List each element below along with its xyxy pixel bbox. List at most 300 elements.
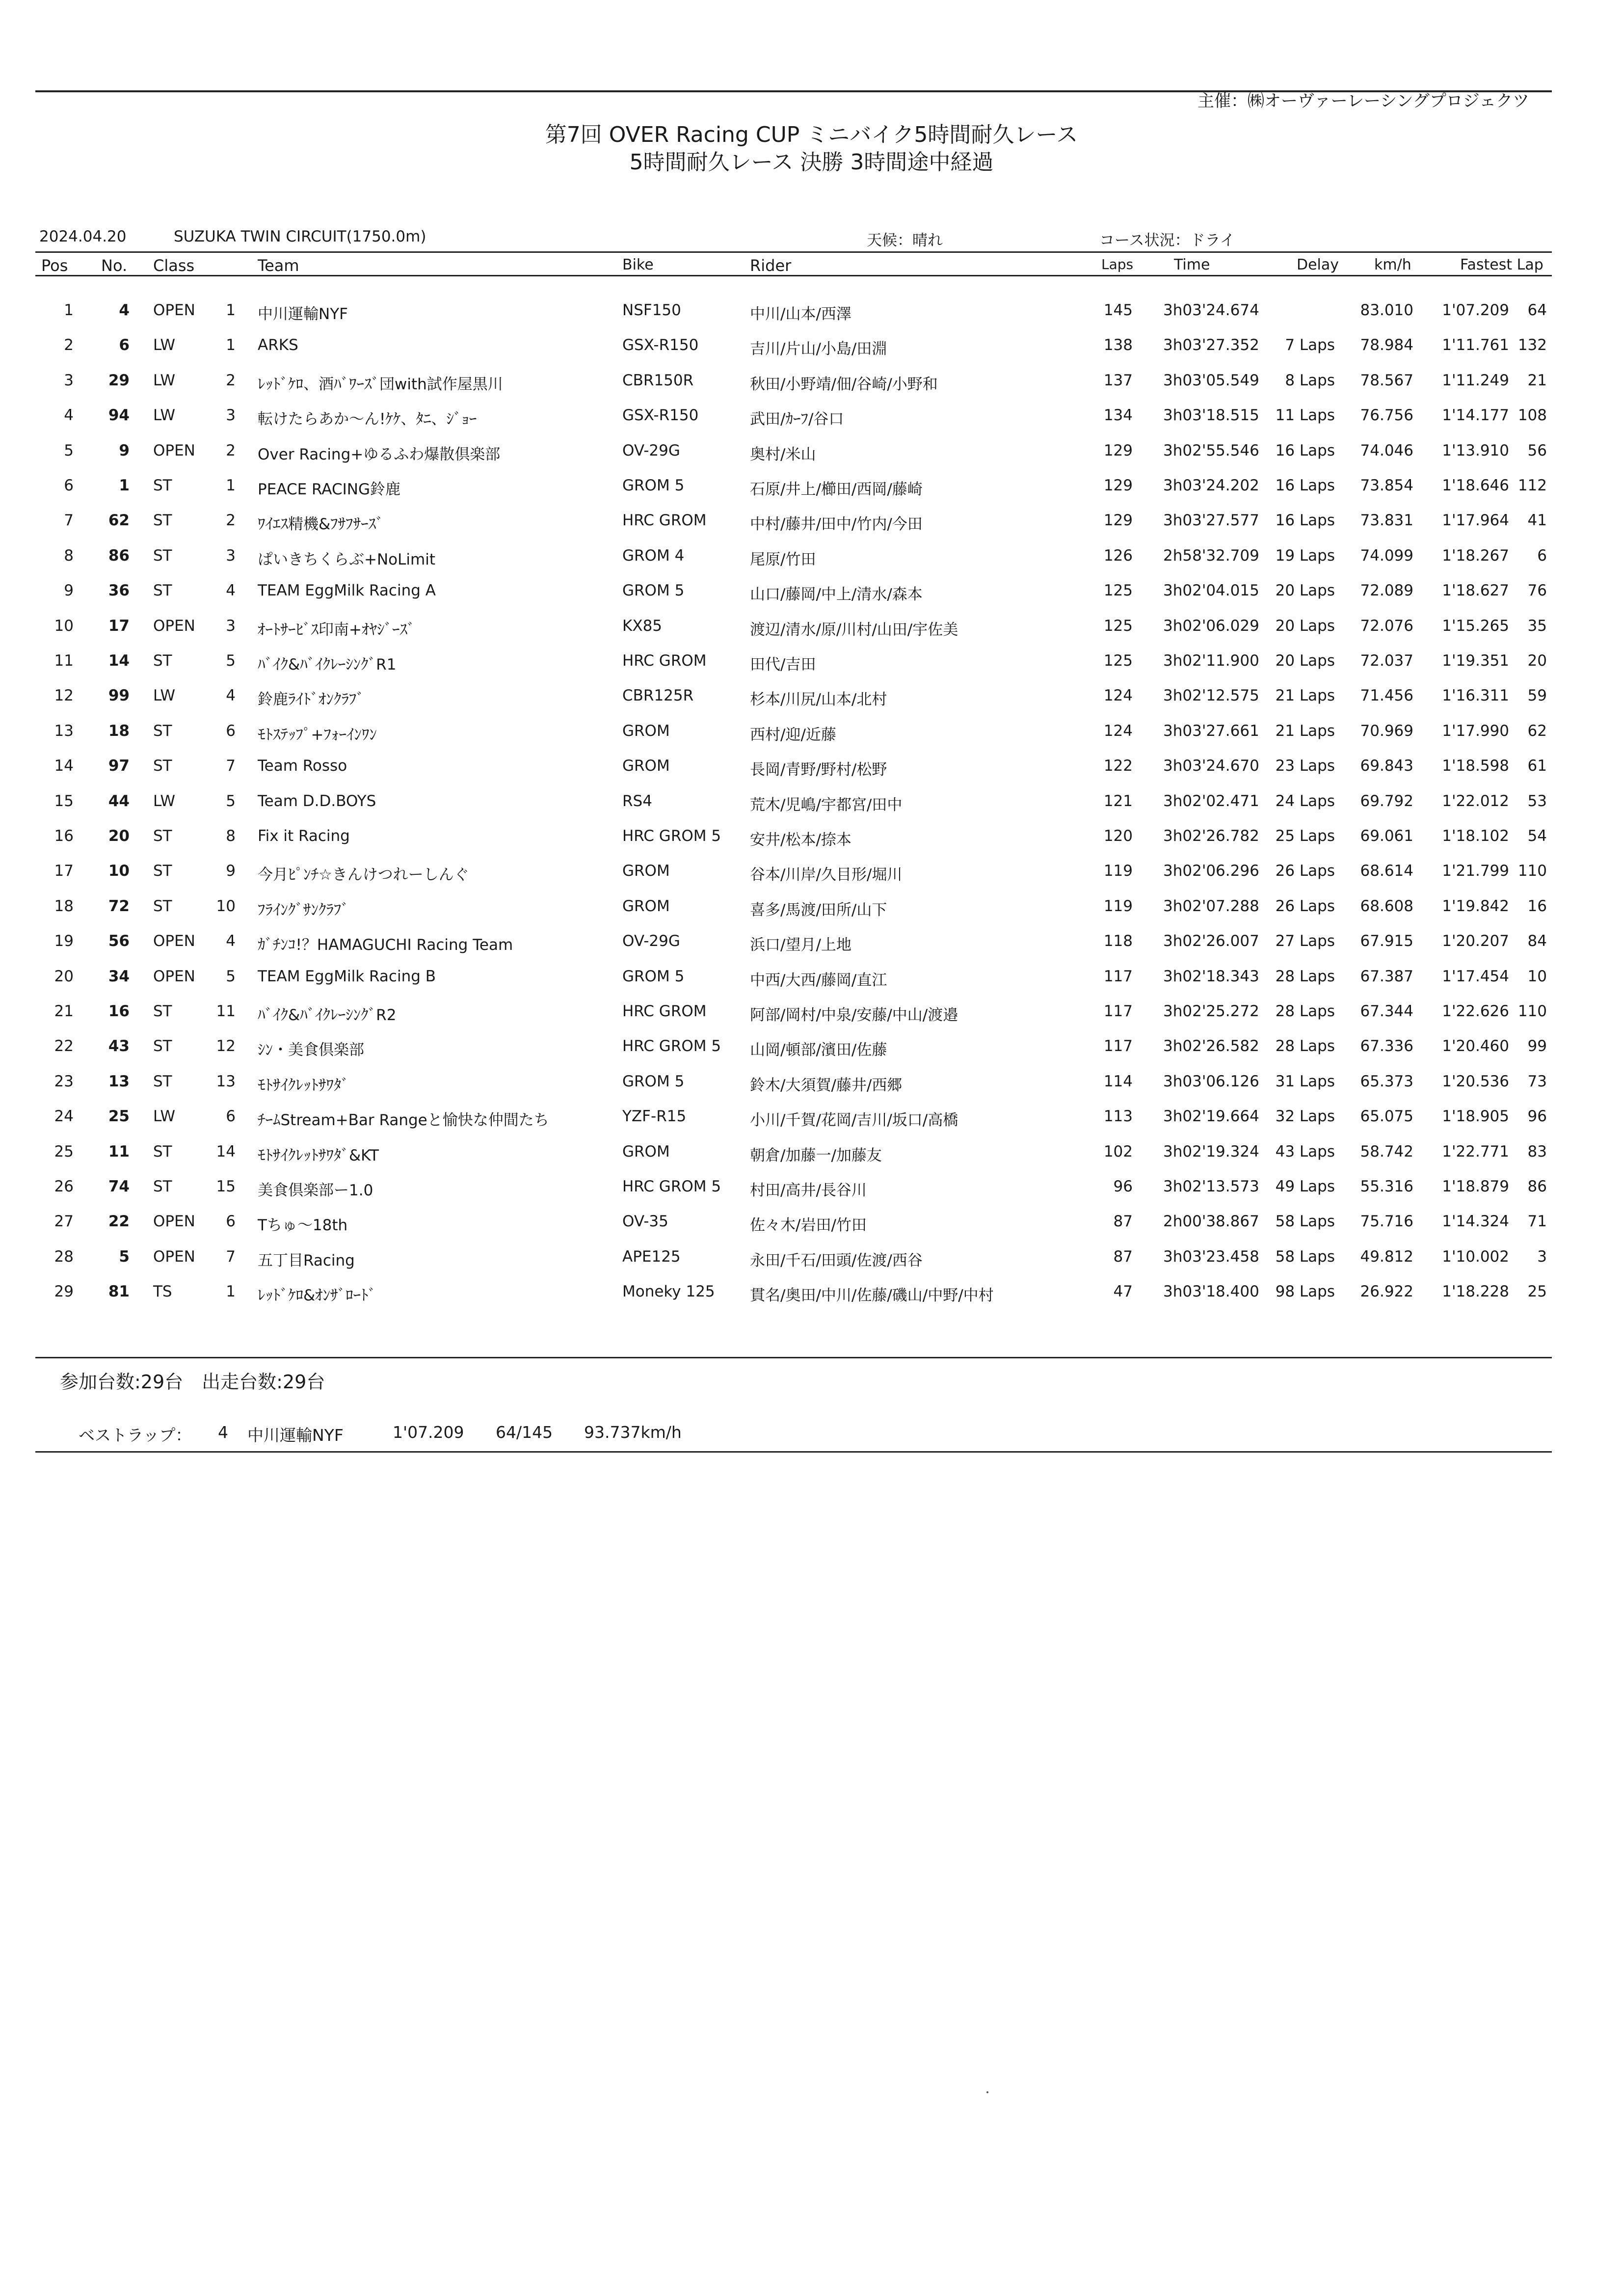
- cell-rider: 長岡/青野/野村/松野: [750, 761, 887, 779]
- cell-fastest-lap: 1'13.910: [1442, 441, 1509, 459]
- cell-rider: 安井/松本/捺本: [750, 831, 851, 849]
- cell-class-pos: 5: [226, 792, 236, 810]
- table-row: [0, 1213, 1623, 1242]
- cell-pos: 18: [54, 897, 74, 915]
- cell-delay: 26 Laps: [1275, 897, 1335, 915]
- cell-bike: GROM 5: [622, 967, 685, 985]
- table-row: [0, 547, 1623, 576]
- cell-bike: CBR150R: [622, 371, 694, 389]
- cell-team: Team D.D.BOYS: [258, 792, 376, 810]
- cell-team: ﾓﾄｻｲｸﾚｯﾄｻﾜﾀﾞ&KT: [258, 1146, 379, 1164]
- cell-time: 3h03'24.674: [1163, 301, 1259, 319]
- cell-delay: 27 Laps: [1275, 932, 1335, 950]
- cell-no: 22: [108, 1213, 130, 1231]
- cell-class: ST: [153, 827, 172, 845]
- cell-no: 25: [108, 1107, 130, 1126]
- cell-delay: 31 Laps: [1275, 1072, 1335, 1090]
- cell-fastest-lap-no: 10: [1527, 967, 1547, 985]
- cell-class-pos: 9: [226, 862, 236, 880]
- cell-fastest-lap-no: 3: [1537, 1247, 1547, 1266]
- cell-fastest-lap: 1'17.990: [1442, 722, 1509, 740]
- cell-team: ﾌﾗｲﾝｸﾞｻﾝｸﾗﾌﾞ: [258, 901, 349, 919]
- course-condition-label: コース状況：ドライ: [1099, 232, 1235, 249]
- cell-class-pos: 1: [226, 477, 236, 494]
- cell-laps: 125: [1103, 582, 1133, 600]
- cell-fastest-lap: 1'22.626: [1442, 1002, 1509, 1020]
- cell-team: 鈴鹿ﾗｲﾄﾞｵﾝｸﾗﾌﾞ: [258, 691, 364, 709]
- cell-fastest-lap-no: 71: [1527, 1213, 1547, 1231]
- table-row: [0, 1248, 1623, 1277]
- cell-fastest-lap-no: 96: [1527, 1107, 1547, 1126]
- header-kmh: km/h: [1374, 256, 1411, 273]
- table-row: [0, 757, 1623, 786]
- cell-no: 16: [108, 1002, 130, 1020]
- table-row: [0, 1073, 1623, 1102]
- cell-kmh: 69.843: [1360, 757, 1413, 775]
- cell-fastest-lap: 1'11.761: [1442, 336, 1509, 354]
- cell-pos: 27: [54, 1213, 74, 1231]
- cell-no: 9: [119, 441, 130, 459]
- cell-fastest-lap: 1'18.267: [1442, 546, 1509, 565]
- cell-rider: 中川/山本/西澤: [750, 305, 851, 323]
- cell-time: 3h02'06.296: [1163, 862, 1259, 880]
- cell-fastest-lap-no: 61: [1527, 757, 1547, 775]
- cell-delay: 20 Laps: [1275, 582, 1335, 600]
- cell-pos: 13: [54, 722, 74, 740]
- best-lap-time: 1'07.209: [393, 1423, 464, 1442]
- cell-fastest-lap-no: 53: [1527, 792, 1547, 810]
- cell-laps: 122: [1103, 757, 1133, 775]
- cell-pos: 16: [54, 827, 74, 845]
- table-row: [0, 1143, 1623, 1172]
- cell-delay: 58 Laps: [1275, 1247, 1335, 1266]
- best-lap-speed: 93.737km/h: [584, 1423, 682, 1442]
- cell-class: ST: [153, 1072, 172, 1090]
- cell-rider: 杉本/川尻/山本/北村: [750, 691, 887, 709]
- cell-team: ｶﾞﾁﾝｺ!？HAMAGUCHI Racing Team: [258, 936, 513, 954]
- cell-class: LW: [153, 792, 176, 810]
- cell-kmh: 65.373: [1360, 1072, 1413, 1090]
- cell-laps: 120: [1103, 827, 1133, 845]
- cell-bike: GROM: [622, 722, 670, 740]
- cell-delay: 28 Laps: [1275, 1002, 1335, 1020]
- cell-kmh: 58.742: [1360, 1142, 1413, 1161]
- cell-class: LW: [153, 336, 176, 354]
- cell-time: 3h02'26.582: [1163, 1037, 1259, 1055]
- cell-class: ST: [153, 1002, 172, 1020]
- cell-laps: 117: [1103, 1002, 1133, 1020]
- cell-pos: 21: [54, 1002, 74, 1020]
- cell-kmh: 75.716: [1360, 1213, 1413, 1231]
- cell-rider: 中村/藤井/田中/竹内/今田: [750, 515, 923, 534]
- cell-fastest-lap-no: 16: [1527, 897, 1547, 915]
- best-lap-no: 4: [218, 1423, 228, 1442]
- cell-class: LW: [153, 406, 176, 425]
- cell-fastest-lap-no: 86: [1527, 1178, 1547, 1195]
- header-laps: Laps: [1101, 256, 1134, 272]
- cell-delay: 23 Laps: [1275, 757, 1335, 775]
- cell-rider: 奥村/米山: [750, 445, 816, 463]
- cell-time: 3h02'02.471: [1163, 792, 1259, 810]
- cell-time: 3h02'11.900: [1163, 652, 1259, 670]
- cell-rider: 小川/千賀/花岡/吉川/坂口/高橋: [750, 1111, 958, 1130]
- cell-bike: YZF-R15: [622, 1107, 687, 1126]
- entry-count-summary: 参加台数:29台 出走台数:29台: [60, 1371, 325, 1393]
- cell-team: 今月ﾋﾟﾝﾁ☆きんけつれーしんぐ: [258, 866, 469, 884]
- cell-delay: 16 Laps: [1275, 512, 1335, 530]
- cell-class-pos: 2: [226, 441, 236, 459]
- cell-pos: 12: [54, 687, 74, 705]
- cell-kmh: 67.915: [1360, 932, 1413, 950]
- cell-time: 3h03'27.352: [1163, 336, 1259, 354]
- cell-kmh: 70.969: [1360, 722, 1413, 740]
- cell-class: ST: [153, 477, 172, 494]
- header-time: Time: [1174, 256, 1210, 273]
- cell-no: 72: [108, 897, 130, 915]
- cell-no: 4: [119, 301, 130, 319]
- cell-fastest-lap-no: 76: [1527, 582, 1547, 600]
- cell-fastest-lap: 1'19.842: [1442, 897, 1509, 915]
- cell-bike: HRC GROM: [622, 1002, 707, 1020]
- scan-speck: [986, 2091, 988, 2093]
- cell-kmh: 71.456: [1360, 687, 1413, 705]
- cell-laps: 119: [1103, 897, 1133, 915]
- cell-class-pos: 1: [226, 1283, 236, 1301]
- cell-delay: 7 Laps: [1285, 336, 1335, 354]
- cell-class: ST: [153, 652, 172, 670]
- cell-team: 中川運輸NYF: [258, 305, 348, 323]
- cell-laps: 138: [1103, 336, 1133, 354]
- cell-bike: OV-29G: [622, 932, 680, 950]
- cell-class-pos: 6: [226, 722, 236, 740]
- table-row: [0, 1107, 1623, 1137]
- cell-kmh: 83.010: [1360, 301, 1413, 319]
- cell-fastest-lap: 1'14.324: [1442, 1213, 1509, 1231]
- cell-class: OPEN: [153, 932, 195, 950]
- cell-pos: 9: [64, 582, 74, 600]
- cell-laps: 119: [1103, 862, 1133, 880]
- cell-rider: 秋田/小野靖/佃/谷崎/小野和: [750, 375, 938, 393]
- cell-kmh: 72.037: [1360, 652, 1413, 670]
- cell-time: 3h03'27.577: [1163, 512, 1259, 530]
- cell-laps: 118: [1103, 932, 1133, 950]
- cell-kmh: 78.567: [1360, 371, 1413, 389]
- cell-bike: KX85: [622, 617, 663, 635]
- table-row: [0, 301, 1623, 331]
- cell-class-pos: 2: [226, 512, 236, 530]
- cell-fastest-lap: 1'18.228: [1442, 1283, 1509, 1301]
- cell-kmh: 73.831: [1360, 512, 1413, 530]
- cell-pos: 6: [64, 477, 74, 494]
- header-no: No.: [101, 256, 128, 275]
- cell-fastest-lap-no: 64: [1527, 301, 1547, 319]
- cell-class: ST: [153, 722, 172, 740]
- cell-class-pos: 5: [226, 967, 236, 985]
- cell-delay: 11 Laps: [1275, 406, 1335, 425]
- cell-fastest-lap: 1'22.771: [1442, 1142, 1509, 1161]
- cell-team: ﾚｯﾄﾞｹﾛ、酒ﾊﾞﾜｰｽﾞ団with試作屋黒川: [258, 375, 503, 393]
- cell-class-pos: 5: [226, 652, 236, 670]
- race-date: 2024.04.20: [39, 228, 127, 245]
- cell-pos: 29: [54, 1283, 74, 1301]
- cell-team: 転けたらあか～ん!ｹｹ、ﾀﾆ、ｼﾞｮｰ: [258, 410, 477, 429]
- cell-no: 29: [108, 371, 130, 389]
- cell-rider: 中西/大西/藤岡/直江: [750, 971, 887, 989]
- cell-team: ｵｰﾄｻｰﾋﾞｽ印南+ｵﾔｼﾞｰｽﾞ: [258, 621, 415, 639]
- cell-time: 3h02'07.288: [1163, 897, 1259, 915]
- cell-delay: 28 Laps: [1275, 967, 1335, 985]
- cell-kmh: 67.344: [1360, 1002, 1413, 1020]
- cell-delay: 21 Laps: [1275, 722, 1335, 740]
- cell-kmh: 72.076: [1360, 617, 1413, 635]
- cell-kmh: 72.089: [1360, 582, 1413, 600]
- cell-fastest-lap: 1'07.209: [1442, 301, 1509, 319]
- cell-bike: HRC GROM 5: [622, 1037, 721, 1055]
- cell-time: 3h03'24.202: [1163, 477, 1259, 494]
- cell-class: ST: [153, 757, 172, 775]
- cell-kmh: 76.756: [1360, 406, 1413, 425]
- table-row: [0, 792, 1623, 822]
- cell-bike: GROM 4: [622, 546, 685, 565]
- cell-class: LW: [153, 687, 176, 705]
- cell-class: ST: [153, 862, 172, 880]
- cell-no: 10: [108, 862, 130, 880]
- table-row: [0, 827, 1623, 857]
- cell-laps: 117: [1103, 967, 1133, 985]
- table-row: [0, 897, 1623, 927]
- cell-pos: 20: [54, 967, 74, 985]
- cell-fastest-lap-no: 59: [1527, 687, 1547, 705]
- cell-fastest-lap-no: 62: [1527, 722, 1547, 740]
- cell-class-pos: 1: [226, 301, 236, 319]
- cell-fastest-lap: 1'17.964: [1442, 512, 1509, 530]
- cell-kmh: 67.336: [1360, 1037, 1413, 1055]
- cell-fastest-lap-no: 110: [1517, 1002, 1547, 1020]
- cell-team: Fix it Racing: [258, 827, 350, 845]
- cell-pos: 4: [64, 406, 74, 425]
- cell-team: ﾊﾞｲｸ&ﾊﾞｲｸﾚｰｼﾝｸﾞR2: [258, 1006, 397, 1024]
- table-row: [0, 968, 1623, 997]
- cell-fastest-lap-no: 99: [1527, 1037, 1547, 1055]
- cell-pos: 7: [64, 512, 74, 530]
- cell-team: 五丁目Racing: [258, 1251, 355, 1270]
- cell-laps: 96: [1113, 1178, 1133, 1195]
- header-pos: Pos: [41, 256, 68, 275]
- cell-bike: HRC GROM 5: [622, 1178, 721, 1195]
- cell-rider: 喜多/馬渡/田所/山下: [750, 901, 887, 919]
- cell-bike: HRC GROM: [622, 512, 707, 530]
- cell-class: ST: [153, 512, 172, 530]
- cell-fastest-lap-no: 21: [1527, 371, 1547, 389]
- cell-rider: 田代/吉田: [750, 656, 816, 674]
- cell-fastest-lap-no: 54: [1527, 827, 1547, 845]
- cell-time: 3h03'24.670: [1163, 757, 1259, 775]
- cell-pos: 14: [54, 757, 74, 775]
- cell-no: 13: [108, 1072, 130, 1090]
- cell-time: 3h02'25.272: [1163, 1002, 1259, 1020]
- best-lap-label: ベストラップ：: [79, 1426, 192, 1445]
- cell-team: 美食倶楽部ー1.0: [258, 1182, 373, 1199]
- cell-fastest-lap: 1'16.311: [1442, 687, 1509, 705]
- cell-time: 3h03'06.126: [1163, 1072, 1259, 1090]
- cell-laps: 145: [1103, 301, 1133, 319]
- header-delay: Delay: [1297, 256, 1339, 273]
- cell-fastest-lap: 1'20.536: [1442, 1072, 1509, 1090]
- cell-fastest-lap-no: 112: [1517, 477, 1547, 494]
- cell-laps: 129: [1103, 477, 1133, 494]
- cell-laps: 87: [1113, 1213, 1133, 1231]
- cell-bike: GROM 5: [622, 582, 685, 600]
- cell-delay: 58 Laps: [1275, 1213, 1335, 1231]
- cell-no: 1: [119, 477, 130, 494]
- cell-delay: 8 Laps: [1285, 371, 1335, 389]
- cell-class: ST: [153, 1178, 172, 1195]
- cell-class-pos: 10: [216, 897, 236, 915]
- table-row: [0, 862, 1623, 891]
- cell-class-pos: 6: [226, 1107, 236, 1126]
- table-row: [0, 722, 1623, 752]
- cell-class: ST: [153, 546, 172, 565]
- cell-fastest-lap: 1'11.249: [1442, 371, 1509, 389]
- cell-team: PEACE RACING鈴鹿: [258, 481, 400, 498]
- cell-pos: 15: [54, 792, 74, 810]
- cell-delay: 16 Laps: [1275, 441, 1335, 459]
- header-bike: Bike: [622, 256, 654, 273]
- cell-class-pos: 2: [226, 371, 236, 389]
- cell-rider: 村田/高井/長谷川: [750, 1182, 867, 1199]
- cell-kmh: 69.792: [1360, 792, 1413, 810]
- cell-time: 3h02'26.782: [1163, 827, 1259, 845]
- cell-delay: 20 Laps: [1275, 617, 1335, 635]
- cell-kmh: 49.812: [1360, 1247, 1413, 1266]
- cell-no: 6: [119, 336, 130, 354]
- cell-laps: 113: [1103, 1107, 1133, 1126]
- cell-pos: 17: [54, 862, 74, 880]
- cell-bike: GROM: [622, 897, 670, 915]
- cell-fastest-lap: 1'15.265: [1442, 617, 1509, 635]
- cell-fastest-lap-no: 83: [1527, 1142, 1547, 1161]
- cell-fastest-lap: 1'18.905: [1442, 1107, 1509, 1126]
- cell-class-pos: 3: [226, 617, 236, 635]
- cell-kmh: 65.075: [1360, 1107, 1413, 1126]
- cell-no: 36: [108, 582, 130, 600]
- cell-laps: 121: [1103, 792, 1133, 810]
- cell-fastest-lap: 1'21.799: [1442, 862, 1509, 880]
- table-row: [0, 372, 1623, 401]
- cell-time: 3h03'27.661: [1163, 722, 1259, 740]
- cell-bike: CBR125R: [622, 687, 694, 705]
- cell-pos: 10: [54, 617, 74, 635]
- circuit-name: SUZUKA TWIN CIRCUIT(1750.0m): [174, 228, 426, 245]
- cell-rider: 渡辺/清水/原/川村/山田/宇佐美: [750, 621, 958, 639]
- cell-team: ﾓﾄｻｲｸﾚｯﾄｻﾜﾀﾞ: [258, 1076, 349, 1094]
- cell-fastest-lap: 1'18.646: [1442, 477, 1509, 494]
- cell-kmh: 74.099: [1360, 546, 1413, 565]
- cell-fastest-lap-no: 6: [1537, 546, 1547, 565]
- cell-time: 3h02'55.546: [1163, 441, 1259, 459]
- cell-pos: 26: [54, 1178, 74, 1195]
- cell-time: 3h02'18.343: [1163, 967, 1259, 985]
- cell-laps: 114: [1103, 1072, 1133, 1090]
- cell-bike: OV-35: [622, 1213, 668, 1231]
- cell-pos: 5: [64, 441, 74, 459]
- cell-team: ｼﾝ・美食倶楽部: [258, 1041, 364, 1059]
- cell-class: ST: [153, 897, 172, 915]
- cell-delay: 28 Laps: [1275, 1037, 1335, 1055]
- cell-no: 34: [108, 967, 130, 985]
- cell-team: Tちゅ～18th: [258, 1216, 348, 1235]
- best-lap-team: 中川運輸NYF: [247, 1426, 344, 1445]
- cell-delay: 43 Laps: [1275, 1142, 1335, 1161]
- cell-pos: 25: [54, 1142, 74, 1161]
- cell-laps: 47: [1113, 1283, 1133, 1301]
- cell-delay: 19 Laps: [1275, 546, 1335, 565]
- table-row: [0, 512, 1623, 541]
- cell-fastest-lap: 1'18.598: [1442, 757, 1509, 775]
- header-rider: Rider: [750, 256, 792, 275]
- cell-fastest-lap: 1'20.460: [1442, 1037, 1509, 1055]
- table-row: [0, 652, 1623, 681]
- cell-laps: 126: [1103, 546, 1133, 565]
- cell-kmh: 68.614: [1360, 862, 1413, 880]
- cell-fastest-lap: 1'22.012: [1442, 792, 1509, 810]
- cell-laps: 102: [1103, 1142, 1133, 1161]
- cell-kmh: 68.608: [1360, 897, 1413, 915]
- cell-time: 3h03'18.400: [1163, 1283, 1259, 1301]
- cell-kmh: 26.922: [1360, 1283, 1413, 1301]
- cell-bike: GSX-R150: [622, 406, 699, 425]
- cell-pos: 24: [54, 1107, 74, 1126]
- cell-class-pos: 11: [216, 1002, 236, 1020]
- cell-class-pos: 4: [226, 582, 236, 600]
- header-class: Class: [153, 256, 195, 275]
- cell-bike: GROM: [622, 1142, 670, 1161]
- cell-class-pos: 4: [226, 932, 236, 950]
- cell-no: 74: [108, 1178, 130, 1195]
- table-row: [0, 1002, 1623, 1032]
- cell-pos: 1: [64, 301, 74, 319]
- cell-kmh: 55.316: [1360, 1178, 1413, 1195]
- cell-class: OPEN: [153, 1247, 195, 1266]
- cell-class: LW: [153, 1107, 176, 1126]
- cell-bike: APE125: [622, 1247, 681, 1266]
- cell-rider: 荒木/児嶋/宇都宮/田中: [750, 796, 903, 814]
- cell-bike: GROM 5: [622, 477, 685, 494]
- best-lap-lap: 64/145: [496, 1423, 553, 1442]
- cell-fastest-lap: 1'18.879: [1442, 1178, 1509, 1195]
- cell-no: 18: [108, 722, 130, 740]
- table-row: [0, 1178, 1623, 1207]
- header-team: Team: [258, 256, 299, 275]
- cell-class: OPEN: [153, 1213, 195, 1231]
- cell-no: 97: [108, 757, 130, 775]
- cell-pos: 11: [54, 652, 74, 670]
- cell-rider: 鈴木/大須賀/藤井/西郷: [750, 1076, 903, 1094]
- cell-rider: 阿部/岡村/中泉/安藤/中山/渡邉: [750, 1006, 958, 1024]
- cell-laps: 137: [1103, 371, 1133, 389]
- cell-kmh: 67.387: [1360, 967, 1413, 985]
- cell-class: OPEN: [153, 301, 195, 319]
- cell-laps: 125: [1103, 652, 1133, 670]
- cell-class-pos: 3: [226, 546, 236, 565]
- table-row: [0, 477, 1623, 506]
- cell-fastest-lap-no: 20: [1527, 652, 1547, 670]
- cell-delay: 32 Laps: [1275, 1107, 1335, 1126]
- cell-fastest-lap-no: 73: [1527, 1072, 1547, 1090]
- cell-no: 11: [108, 1142, 130, 1161]
- cell-team: ぱいきちくらぶ+NoLimit: [258, 550, 435, 568]
- cell-class-pos: 6: [226, 1213, 236, 1231]
